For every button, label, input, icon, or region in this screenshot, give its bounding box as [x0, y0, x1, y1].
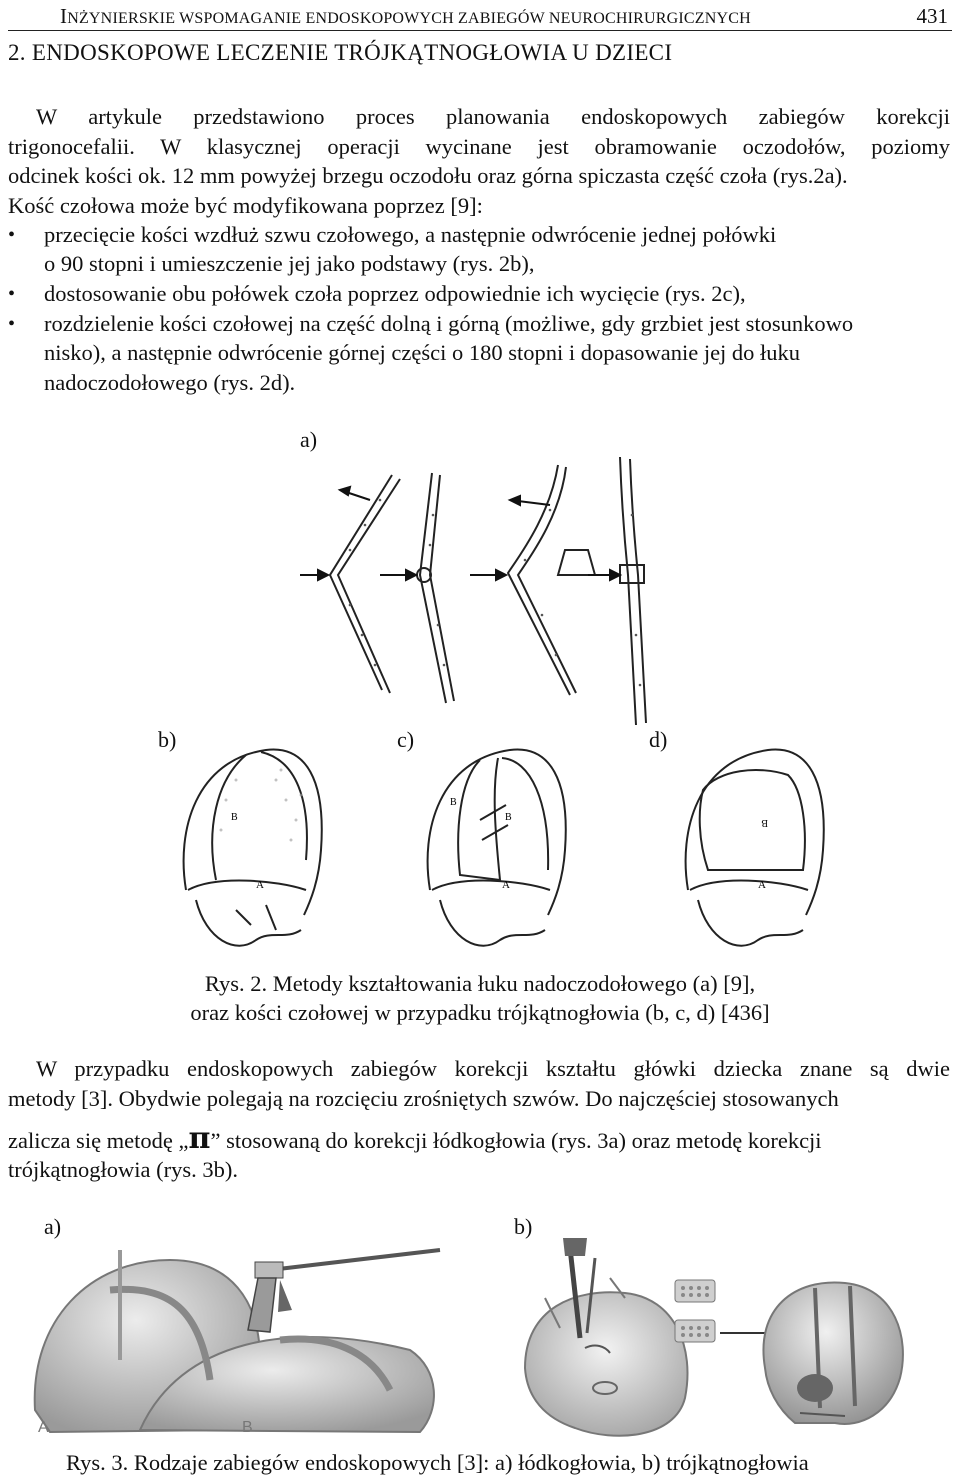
figure-2a-bone-diagram — [320, 455, 680, 725]
pi-symbol: π — [188, 1121, 211, 1156]
figure-2a-label: a) — [300, 427, 318, 452]
skull-letter-b: B — [450, 797, 457, 808]
figure-2c-label: c) — [397, 727, 415, 752]
bullet-item-line: dostosowanie obu połówek czoła poprzez odpowiednie ich wycięcie (rys. 2c), — [44, 281, 746, 306]
figure-3b-illustration — [515, 1238, 915, 1438]
paragraph-line: odcinek kości ok. 12 mm powyżej brzegu oczodołu oraz górna spiczasta część czoła (rys.2a). — [8, 163, 848, 188]
figure-2b-label: b) — [158, 727, 177, 752]
running-title-rest: NŻYNIERSKIE WSPOMAGANIE ENDOSKOPOWYCH ZABIEGÓW NEUROCHIRURGICZNYCH — [67, 10, 751, 27]
figure-2b-skull — [176, 740, 326, 965]
skull-letter-a: A — [758, 879, 766, 891]
bullet-item-line: przecięcie kości wzdłuż szwu czołowego, a następnie odwrócenie jednej połówki — [44, 222, 777, 247]
running-title — [60, 2, 751, 33]
figure-3b-label: b) — [514, 1214, 533, 1239]
skull-letter-b: B — [231, 812, 238, 823]
paragraph-line: metody [3]. Obydwie polegają na rozcięciu zrośniętych szwów. Do najczęściej stosowanych — [8, 1086, 839, 1111]
text-fragment: ” stosowaną do korekcji łódkogłowia (rys. 3a) oraz metodę korekcji — [210, 1128, 822, 1153]
paragraph-line: trójkątnogłowia (rys. 3b). — [8, 1157, 238, 1182]
figure-3a-illustration — [30, 1240, 450, 1436]
paragraph-line: W artykule przedstawiono proces planowania endoskopowych zabiegów korekcji — [36, 104, 950, 129]
figure-2d-skull — [678, 740, 828, 965]
section-heading: 2. ENDOSKOPOWE LECZENIE TRÓJKĄTNOGŁOWIA U DZIECI — [8, 40, 673, 65]
running-header — [8, 2, 952, 31]
figure-3-caption: Rys. 3. Rodzaje zabiegów endoskopowych [3]: a) łódkogłowia, b) trójkątnogłowia — [66, 1450, 809, 1475]
bullet-item-line: o 90 stopni i umieszczenie jej jako podstawy (rys. 2b), — [44, 251, 535, 276]
bullet-item-line: rozdzielenie kości czołowej na część dolną i górną (możliwe, gdy grzbiet jest stosunkowo — [44, 311, 854, 336]
figure-2c-skull — [420, 740, 570, 965]
skull-letter-a: A — [502, 879, 510, 891]
skull-letter-a: A — [256, 879, 264, 891]
figure-2d-label: d) — [649, 727, 668, 752]
paragraph-line: trigonocefalii. W klasycznej operacji wycinane jest obramowanie oczodołów, poziomy — [8, 134, 950, 159]
running-title-initial: I — [60, 4, 68, 28]
figure-3a-label: a) — [44, 1214, 62, 1239]
paragraph-line: Kość czołowa może być modyfikowana poprzez [9]: — [8, 193, 483, 218]
skull-letter-b-inverted: B — [761, 817, 768, 828]
page-number: 431 — [916, 4, 948, 28]
bullet-dot: • — [8, 224, 16, 246]
paragraph-line: W przypadku endoskopowych zabiegów korekcji kształtu główki dziecka znane są dwie — [36, 1056, 950, 1081]
figure-2-caption-line: oraz kości czołowej w przypadku trójkątnogłowia (b, c, d) [436] — [190, 1000, 770, 1025]
bullet-dot: • — [8, 283, 16, 305]
figure-2-caption-line: Rys. 2. Metody kształtowania łuku nadoczodołowego (a) [9], — [204, 971, 756, 996]
panel-letter-a: A — [38, 1419, 49, 1436]
bullet-dot: • — [8, 313, 16, 335]
paragraph-line-with-symbol — [8, 1121, 950, 1156]
panel-letter-b: B — [242, 1419, 253, 1436]
skull-letter-b: B — [505, 812, 512, 823]
text-fragment: zalicza się metodę „ — [8, 1128, 189, 1153]
bullet-item-line: nisko), a następnie odwrócenie górnej części o 180 stopni i dopasowanie jej do łuku — [44, 340, 801, 365]
bullet-item-line: nadoczodołowego (rys. 2d). — [44, 370, 296, 395]
